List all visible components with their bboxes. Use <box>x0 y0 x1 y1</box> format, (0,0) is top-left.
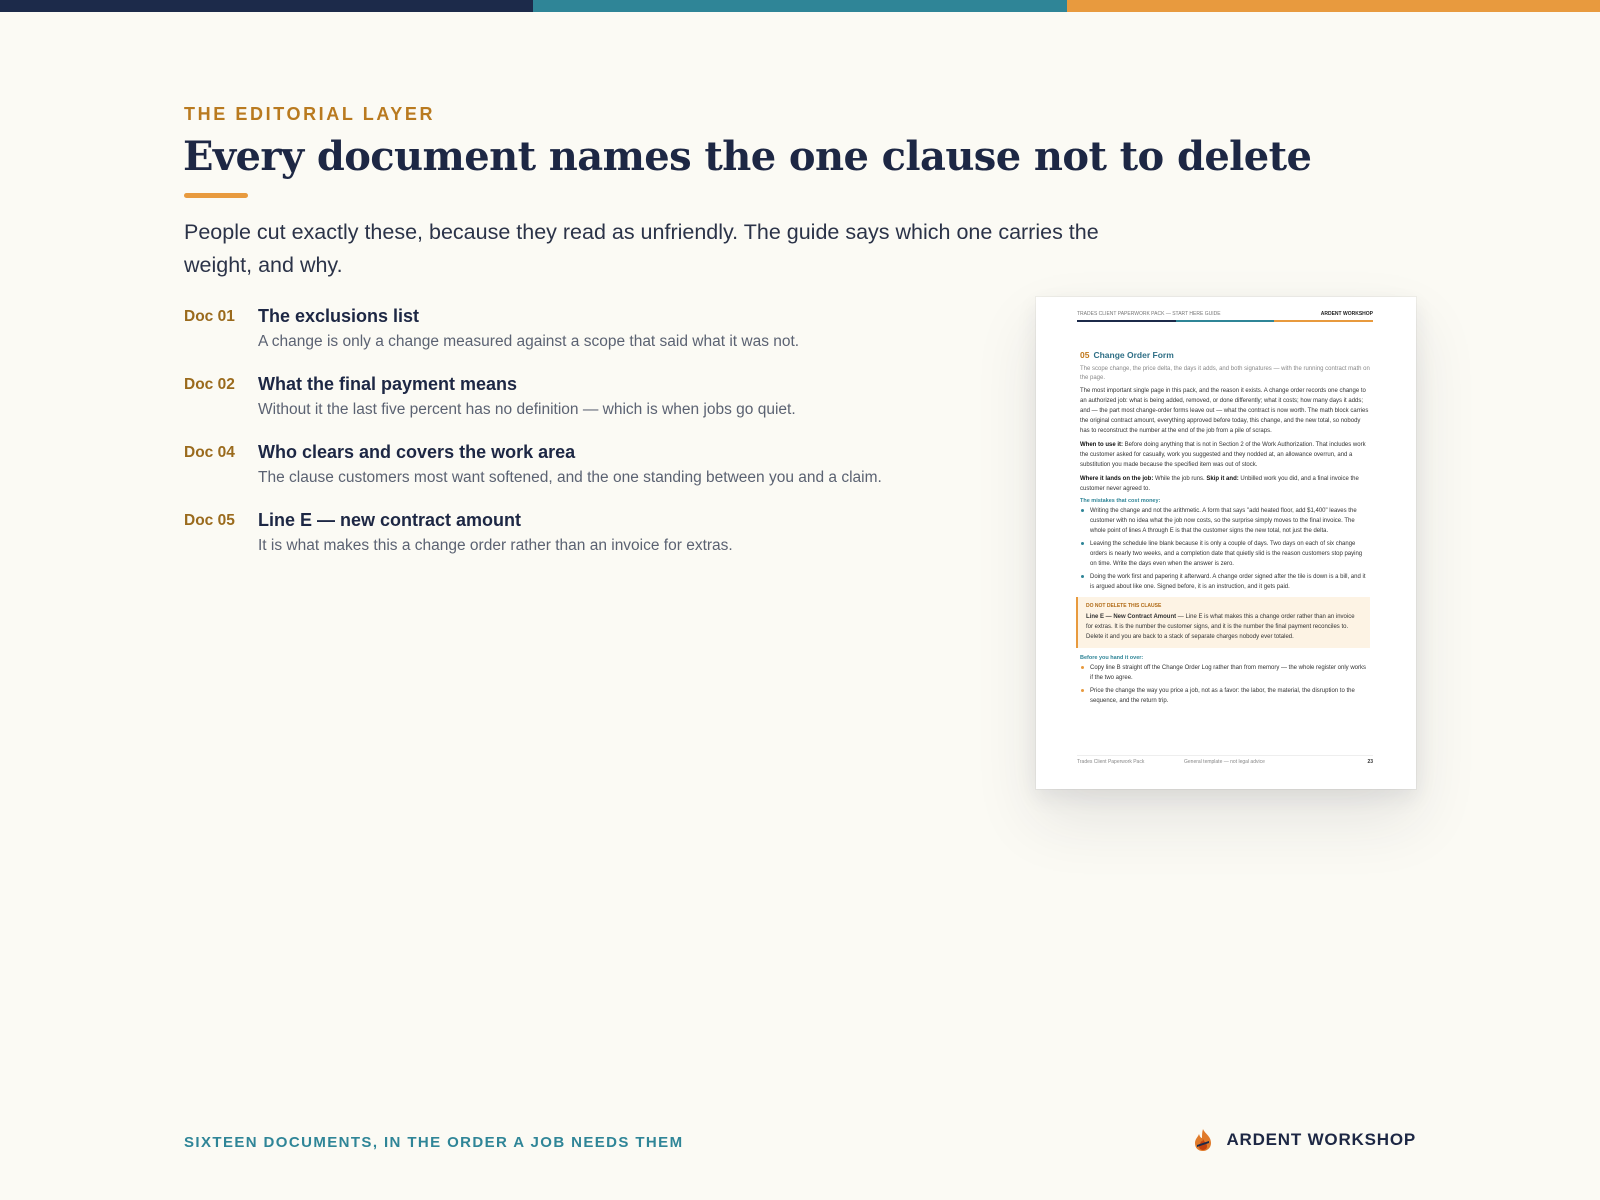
brand-name: ARDENT WORKSHOP <box>1226 1130 1416 1149</box>
preview-accent-navy <box>1077 320 1176 322</box>
preview-body <box>1080 350 1370 709</box>
preview-subtitle: The scope change, the price delta, the days it adds, and both signatures — with the running contract math on the page. <box>1080 366 1370 381</box>
doc-number: Doc 04 <box>184 444 235 461</box>
preview-header-title: TRADES CLIENT PAPERWORK PACK — START HERE GUIDE <box>1077 311 1221 317</box>
preview-skip-label: Skip it and: <box>1206 476 1239 482</box>
preview-callout <box>1076 597 1370 648</box>
bullet-icon <box>1081 575 1084 578</box>
doc-number: Doc 02 <box>184 376 235 393</box>
preview-skip-text: Unbilled work you did, and a final invoice the customer never agreed to. <box>1080 476 1359 492</box>
preview-footer-mid: General template — not legal advice <box>1184 759 1265 765</box>
bullet-icon <box>1081 666 1084 669</box>
preview-callout-heading: DO NOT DELETE THIS CLAUSE <box>1086 603 1162 609</box>
preview-when-label: When to use it: <box>1080 442 1123 448</box>
doc-description: It is what makes this a change order rather than an invoice for extras. <box>258 537 733 554</box>
doc-list <box>184 306 984 578</box>
preview-mistake-item <box>1080 506 1370 536</box>
lede-paragraph: People cut exactly these, because they read as unfriendly. The guide says which one carries the weight, and why. <box>184 220 1099 277</box>
preview-header <box>1077 311 1373 317</box>
doc-item <box>184 306 984 374</box>
doc-description: Without it the last five percent has no definition — which is when jobs go quiet. <box>258 401 796 418</box>
preview-mistake-item <box>1080 539 1370 569</box>
preview-callout-text: — Line E is what makes this a change order rather than an invoice for extras. It is the number the customer signs, and it is the number the final payment reconciles to. Delete it and you are back to a stack of separate charges nobody ever totaled. <box>1086 614 1355 640</box>
preview-footer-left: Trades Client Paperwork Pack <box>1077 759 1145 765</box>
preview-lands-label: Where it lands on the job: <box>1080 476 1154 482</box>
doc-title: What the final payment means <box>258 374 518 394</box>
top-accent-bar <box>0 0 1600 12</box>
doc-number: Doc 01 <box>184 308 235 325</box>
doc-description: The clause customers most want softened, and the one standing between you and a claim. <box>258 469 882 486</box>
preview-mistake-text: Writing the change and not the arithmetic. A form that says "add heated floor, add $1,400" leaves the customer with no idea what the job now costs, so the surprise simply moves to the final invoice. The whole point of lines A through E is that the customer signs the new total, not just the delta. <box>1090 508 1357 534</box>
footer-brand <box>1192 1128 1416 1152</box>
eyebrow: THE EDITORIAL LAYER <box>184 104 436 124</box>
bullet-icon <box>1081 509 1084 512</box>
preview-callout-label: Line E — New Contract Amount <box>1086 614 1177 620</box>
preview-lands <box>1080 474 1370 494</box>
preview-handover-item <box>1080 686 1370 706</box>
preview-when-text: Before doing anything that is not in Section 2 of the Work Authorization. That includes work the customer asked for casually, work you suggested and they nodded at, an allowance overrun, and a substitution you made because the specified item was out of stock. <box>1080 442 1366 468</box>
accent-segment-navy <box>0 0 533 12</box>
preview-handover-text: Copy line B straight off the Change Order Log rather than from memory — the whole register only works if the two agree. <box>1090 665 1367 681</box>
doc-title: The exclusions list <box>258 306 420 326</box>
preview-footer <box>1077 755 1373 765</box>
bullet-icon <box>1081 542 1084 545</box>
preview-accent-orange <box>1274 320 1373 322</box>
doc-item <box>184 510 984 578</box>
doc-item <box>184 374 984 442</box>
preview-mistake-text: Leaving the schedule line blank because it is only a couple of days. Two days on each of six change orders is nearly two weeks, and a completion date that quietly slid is the reason customers stop paying on time. Write the days even when the answer is zero. <box>1090 541 1363 567</box>
preview-lands-text: While the job runs. <box>1155 476 1205 482</box>
preview-accent-teal <box>1176 320 1275 322</box>
doc-item <box>184 442 984 510</box>
doc-title: Who clears and covers the work area <box>258 442 576 462</box>
preview-page-number: 23 <box>1367 759 1373 765</box>
footer-tagline: SIXTEEN DOCUMENTS, IN THE ORDER A JOB NEEDS THEM <box>184 1134 684 1151</box>
preview-accent-bar <box>1077 320 1373 322</box>
doc-title: Line E — new contract amount <box>258 510 522 530</box>
accent-segment-orange <box>1067 0 1600 12</box>
preview-section-name: Change Order Form <box>1093 350 1174 360</box>
preview-handover-text: Price the change the way you price a job, not as a favor: the labor, the material, the disruption to the sequence, and the return trip. <box>1090 688 1355 704</box>
page-title: Every document names the one clause not to delete <box>183 133 1312 180</box>
preview-when <box>1080 440 1370 470</box>
bullet-icon <box>1081 689 1084 692</box>
preview-handover-item <box>1080 663 1370 683</box>
preview-section-number: 05 <box>1080 350 1090 360</box>
preview-section-title <box>1080 350 1370 360</box>
title-underline <box>184 193 248 198</box>
preview-mistake-text: Doing the work first and papering it afterward. A change order signed after the tile is down is a bill, and it is argued about like one. Signed before, it is an instruction, and it gets paid. <box>1090 574 1366 590</box>
document-preview <box>1036 297 1416 789</box>
preview-mistake-item <box>1080 572 1370 592</box>
preview-mistakes-heading: The mistakes that cost money: <box>1080 498 1161 504</box>
preview-handover-heading: Before you hand it over: <box>1080 655 1144 661</box>
accent-segment-teal <box>533 0 1066 12</box>
doc-description: A change is only a change measured against a scope that said what it was not. <box>258 333 800 350</box>
preview-callout-body <box>1086 612 1362 642</box>
doc-number: Doc 05 <box>184 512 235 529</box>
preview-header-brand: ARDENT WORKSHOP <box>1320 311 1373 317</box>
preview-intro: The most important single page in this pack, and the reason it exists. A change order records one change to an authorized job: what is being added, removed, or done differently; what it costs; how many days it adds; and — the part most change-order forms leave out — what the contract is now worth. The math block carries the original contract amount, everything approved before today, this change, and the new total, so nobody has to reconstruct the number at the end of the job from a pile of scraps. <box>1080 388 1369 434</box>
flame-icon <box>1192 1128 1214 1152</box>
